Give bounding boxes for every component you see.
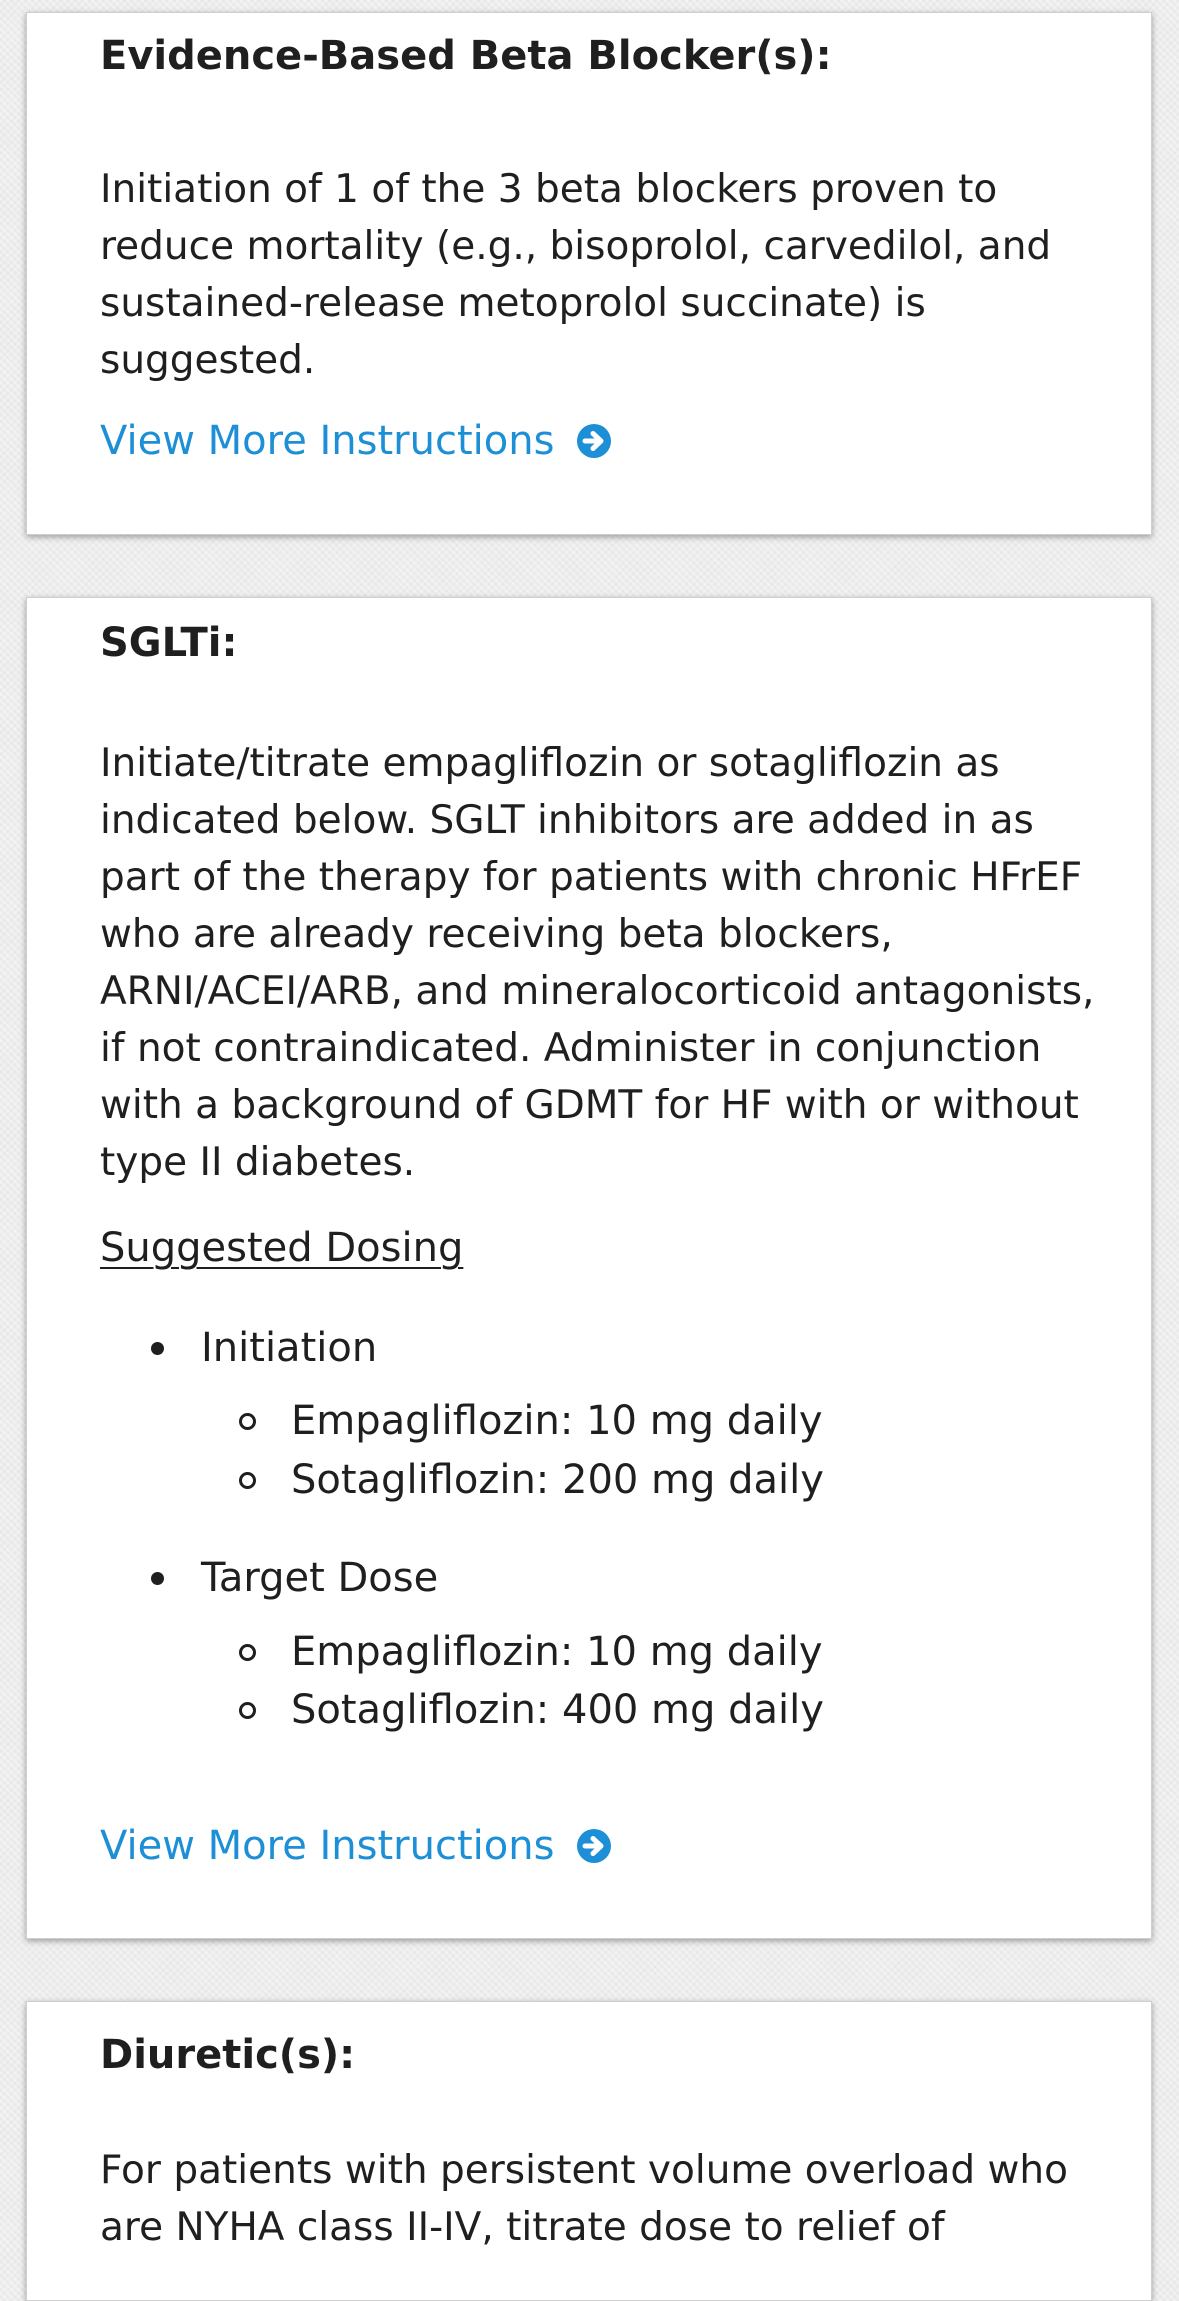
circle-arrow-right-icon	[576, 423, 612, 459]
card-body-text: Initiation of 1 of the 3 beta blockers proven to reduce mortality (e.g., bisoprolol, carvedilol, and sustained-release metoprolol succinate) is suggested.	[100, 167, 1052, 383]
bullet-disc	[151, 1572, 164, 1585]
dosing-group-label: Target Dose	[201, 1555, 439, 1601]
suggested-dosing-heading: Suggested Dosing	[100, 1225, 464, 1271]
card-body-text: For patients with persistent volume overload who are NYHA class II-IV, titrate dose to relief of	[100, 2148, 1068, 2250]
bullet-circle	[239, 1472, 256, 1489]
dosing-group-label: Initiation	[201, 1325, 378, 1371]
bullet-circle	[239, 1702, 256, 1719]
view-more-instructions-link[interactable]	[100, 416, 612, 466]
card-title: Evidence-Based Beta Blocker(s):	[100, 33, 832, 79]
beta-blocker-card	[26, 12, 1152, 535]
card-title: Diuretic(s):	[100, 2032, 356, 2078]
circle-arrow-right-icon	[576, 1828, 612, 1864]
card-body-text: Initiate/titrate empagliflozin or sotagliflozin as indicated below. SGLT inhibitors are added in as part of the therapy for patients with chronic HFrEF who are already receiving beta blockers, ARNI/ACEI/ARB, and mineralocorticoid antagonists, if not contraindicated. Administer in conjunction with a background of GDMT for HF with or without type II diabetes.	[100, 741, 1095, 1185]
diuretic-card	[26, 2001, 1152, 2301]
sglti-card	[26, 597, 1152, 1939]
link-label: View More Instructions	[100, 1823, 555, 1869]
card-title: SGLTi:	[100, 620, 238, 666]
dosing-item: Empagliflozin: 10 mg daily	[291, 1629, 823, 1675]
dosing-item: Empagliflozin: 10 mg daily	[291, 1398, 823, 1444]
dosing-item: Sotagliflozin: 200 mg daily	[291, 1457, 824, 1503]
dosing-item: Sotagliflozin: 400 mg daily	[291, 1687, 824, 1733]
bullet-circle	[239, 1413, 256, 1430]
bullet-disc	[151, 1342, 164, 1355]
bullet-circle	[239, 1644, 256, 1661]
view-more-instructions-link[interactable]	[100, 1821, 612, 1871]
link-label: View More Instructions	[100, 418, 555, 464]
